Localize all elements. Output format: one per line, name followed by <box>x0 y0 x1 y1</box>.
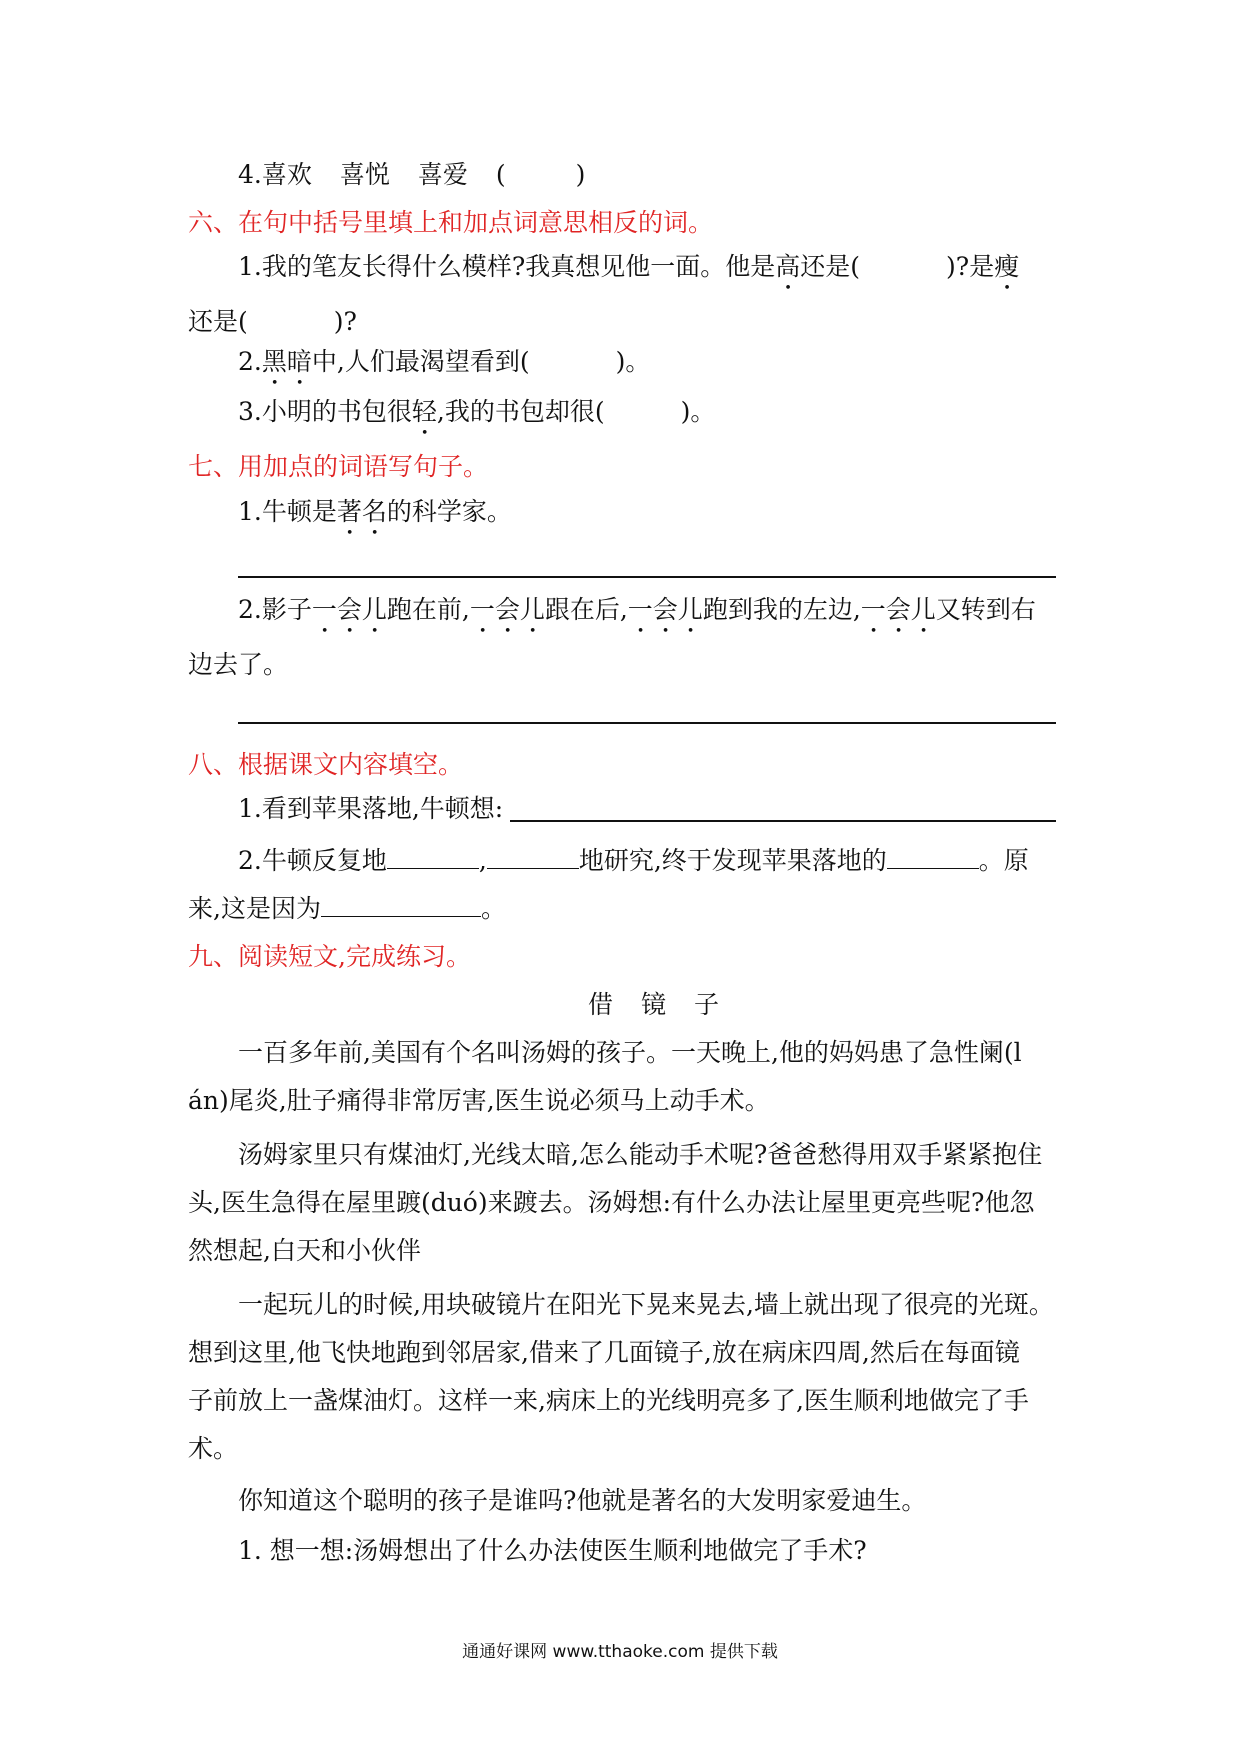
s6-q3-text-b: ,我的书包却很( <box>436 397 605 426</box>
s8-q2-blank-3[interactable] <box>887 842 979 869</box>
q4-word-1: 喜欢 <box>261 160 312 189</box>
q4-paren-close: ) <box>575 160 586 189</box>
story-p3-line2: 想到这里,他飞快地跑到邻居家,借来了几面镜子,放在病床四周,然后在每面镜 <box>188 1338 1020 1367</box>
s6-q1-text-d: 还是( <box>188 307 248 336</box>
s8-q2-line1 <box>238 842 1029 878</box>
s7-q2-text-d: 跑到我的左边, <box>702 595 861 624</box>
s6-q2-text-a: 中,人们最渴望看到( <box>311 347 530 376</box>
story-title: 借镜子 <box>588 990 748 1019</box>
s5-q4 <box>238 158 585 192</box>
s8-q1-text: 1.看到苹果落地,牛顿想: <box>238 794 504 823</box>
s6-q1-text-a: 1.我的笔友长得什么模样?我真想见他一面。他是 <box>238 252 776 281</box>
s6-q1-text-e: )? <box>333 307 357 336</box>
s9-q1: 1. 想一想:汤姆想出了什么办法使医生顺利地做完了手术? <box>238 1536 867 1565</box>
dotted-word-awhile-2: 一会儿 <box>469 595 545 624</box>
story-p2-line2: 头,医生急得在屋里踱(duó)来踱去。汤姆想:有什么办法让屋里更亮些呢?他忽 <box>188 1188 1035 1217</box>
s8-q1 <box>238 792 503 826</box>
s7-q2-text-e: 又转到右 <box>935 595 1036 624</box>
s8-q2-text-a: 2.牛顿反复地 <box>238 846 387 875</box>
story-p1-line1: 一百多年前,美国有个名叫汤姆的孩子。一天晚上,他的妈妈患了急性阑(l <box>238 1038 1022 1067</box>
q4-word-2: 喜悦 <box>339 160 390 189</box>
s6-q1-line1 <box>238 250 1019 296</box>
dotted-word-awhile-1: 一会儿 <box>311 595 387 624</box>
story-p1-line2: án)尾炎,肚子痛得非常厉害,医生说必须马上动手术。 <box>188 1086 770 1115</box>
s7-q2-line1 <box>238 593 1036 639</box>
s7-q2-text-a: 2.影子 <box>238 595 312 624</box>
s7-heading: 七、用加点的词语写句子。 <box>188 452 489 481</box>
story-p3-line4: 术。 <box>188 1434 239 1463</box>
s8-q1-answer-line[interactable] <box>510 820 1056 822</box>
s7-q2-text-c: 跟在后, <box>544 595 628 624</box>
s6-q1-text-c: )?是 <box>946 252 995 281</box>
story-p2-line1: 汤姆家里只有煤油灯,光线太暗,怎么能动手术呢?爸爸愁得用双手紧紧抱住 <box>238 1140 1043 1169</box>
s6-q3 <box>238 395 715 441</box>
s7-q1-text-a: 1.牛顿是 <box>238 497 337 526</box>
s6-q3-text-a: 3.小明的书包很 <box>238 397 412 426</box>
s8-q2-blank-1[interactable] <box>387 842 479 869</box>
s6-q1-text-b: 还是( <box>800 252 861 281</box>
q4-paren-open: ( <box>495 160 506 189</box>
dotted-word-awhile-3: 一会儿 <box>627 595 703 624</box>
s7-q2-answer-line[interactable] <box>238 722 1056 724</box>
dotted-word-awhile-4: 一会儿 <box>860 595 936 624</box>
dotted-word-dark: 黑暗 <box>261 347 312 376</box>
s8-q2-text-d: 。原 <box>978 846 1029 875</box>
dotted-word-high: 高 <box>775 252 801 281</box>
s6-q2-text-b: )。 <box>615 347 651 376</box>
s8-q2-text-c: 地研究,终于发现苹果落地的 <box>578 846 887 875</box>
page-footer: 通通好课网 www.tthaoke.com 提供下载 <box>462 1642 778 1662</box>
s7-q1-answer-line[interactable] <box>238 576 1056 578</box>
s8-q2-text-b: , <box>478 846 487 875</box>
s9-heading: 九、阅读短文,完成练习。 <box>188 942 471 971</box>
story-p4: 你知道这个聪明的孩子是谁吗?他就是著名的大发明家爱迪生。 <box>238 1486 927 1515</box>
dotted-word-famous: 著名 <box>336 497 387 526</box>
s7-q1 <box>238 495 512 541</box>
s6-q1-line2 <box>188 305 357 339</box>
s8-q2-text-e: 来,这是因为 <box>188 894 321 923</box>
s7-q2-text-b: 跑在前, <box>386 595 470 624</box>
s8-q2-line2 <box>188 890 506 926</box>
story-p2-line3: 然想起,白天和小伙伴 <box>188 1236 421 1265</box>
dotted-word-light: 轻 <box>411 397 437 426</box>
q4-word-3: 喜爱 <box>417 160 468 189</box>
q4-number: 4. <box>238 160 262 189</box>
s6-q3-text-c: )。 <box>680 397 716 426</box>
s6-q2 <box>238 345 650 391</box>
story-p3-line1: 一起玩儿的时候,用块破镜片在阳光下晃来晃去,墙上就出现了很亮的光斑。 <box>238 1290 1054 1319</box>
s6-heading: 六、在句中括号里填上和加点词意思相反的词。 <box>188 208 714 237</box>
s7-q2-line2: 边去了。 <box>188 650 289 679</box>
s7-q1-text-b: 的科学家。 <box>386 497 512 526</box>
s8-heading: 八、根据课文内容填空。 <box>188 750 464 779</box>
s8-q2-text-f: 。 <box>480 894 506 923</box>
s8-q2-blank-4[interactable] <box>321 890 481 917</box>
dotted-word-thin: 瘦 <box>994 252 1020 281</box>
s6-q2-number: 2. <box>238 347 262 376</box>
story-p3-line3: 子前放上一盏煤油灯。这样一来,病床上的光线明亮多了,医生顺利地做完了手 <box>188 1386 1029 1415</box>
s8-q2-blank-2[interactable] <box>487 842 579 869</box>
